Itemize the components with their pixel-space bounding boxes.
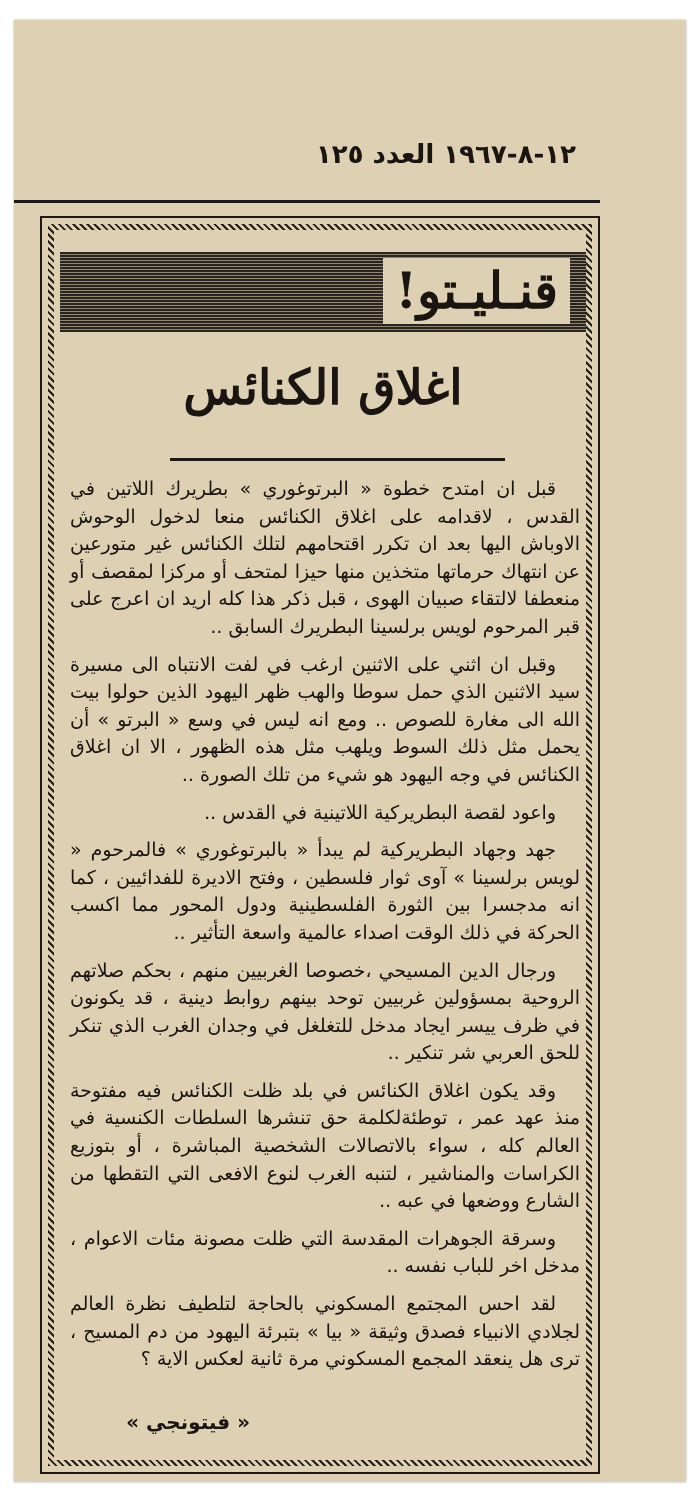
paragraph: لقد احس المجتمع المسكوني بالحاجة لتلطيف نظرة العالم لجلادي الانبياء فصدق وثيقة « بيا » بتبرئة اليهود من دم المسيح ، ترى هل ينعقد المجمع المسكوني مرة ثانية لعكس الاية ؟ (70, 1293, 580, 1371)
dateline: ١٢-٨-١٩٦٧ العدد ١٢٥ (315, 140, 576, 170)
paragraph: واعود لقصة البطريركية اللاتينية في القدس .. (204, 801, 556, 824)
paragraph: جهد وجهاد البطريركية لم يبدأ « بالبرتوغوري » فالمرحوم « لويس برلسينا » آوى ثوار فلسطين ، وفتح الاديرة للفدائيين ، كما انه مدجسرا بين الثورة الفلسطينية ودول المحور مما اكسب الحركة في ذلك الوقت اصداء عالمية واسعة التأثير .. (70, 839, 580, 944)
paragraph: وسرقة الجوهرات المقدسة التي ظلت مصونة مئات الاعوام ، مدخل اخر للباب نفسه .. (70, 1227, 580, 1278)
paragraph: وقد يكون اغلاق الكنائس في بلد ظلت الكنائس فيه مفتوحة منذ عهد عمر ، توطئةلكلمة حق تنشرها السلطات الكنسية في العالم كله ، سواء بالاتصالات الشخصية المباشرة ، أو بتوزيع الكراسات والمناشير ، لتنبه الغرب لنوع الافعى التي التقطها من الشارع ووضعها في عبه .. (70, 1079, 580, 1213)
column-header-band (60, 252, 586, 332)
author-signature: « فيتونجي » (126, 1410, 250, 1434)
paragraph: ورجال الدين المسيحي ،خصوصا الغربيين منهم ، بحكم صلاتهم الروحية بمسؤولين غربيين توحد بينهم روابط دينية ، قد يكونون في ظرف ييسر ايجاد مدخل للتغلغل في وجدان الغرب الذي تنكر للحق العربي شر تنكير .. (70, 959, 580, 1065)
article-headline: اغلاق الكنائس (183, 360, 463, 416)
top-rule (14, 200, 600, 203)
paragraph: قبل ان امتدح خطوة « البرتوغوري » بطريرك اللاتين في القدس ، لاقدامه على اغلاق الكنائس منعا لدخول الوحوش الاوباش اليها بعد ان تكرر اقتحامهم لتلك الكنائس غير متورعين عن انتهاك حرماتها متخذين منها حيزا لمتحف أو مركزا لمقصف أو منعطفا لالتقاء صبيان الهوى ، قبل ذكر هذا كله اريد ان اعرج على قبر المرحوم لويس برلسينا البطريرك السابق .. (70, 478, 580, 638)
headline-rule (170, 458, 505, 461)
paragraph: وقبل ان اثني على الاثنين ارغب في لفت الانتباه الى مسيرة سيد الاثنين الذي حمل سوطا والهب ظهر اليهود الذين حولوا بيت الله الى مغارة للصوص .. ومع انه ليس في وسع « البرتو » أن يحمل مثل ذلك السوط ويلهب مثل هذه الظهور ، الا ان اغلاق الكنائس في وجه اليهود هو شيء من تلك الصورة .. (70, 653, 580, 786)
article-body (70, 476, 580, 1384)
column-name: قنـليـتو! (383, 258, 570, 324)
